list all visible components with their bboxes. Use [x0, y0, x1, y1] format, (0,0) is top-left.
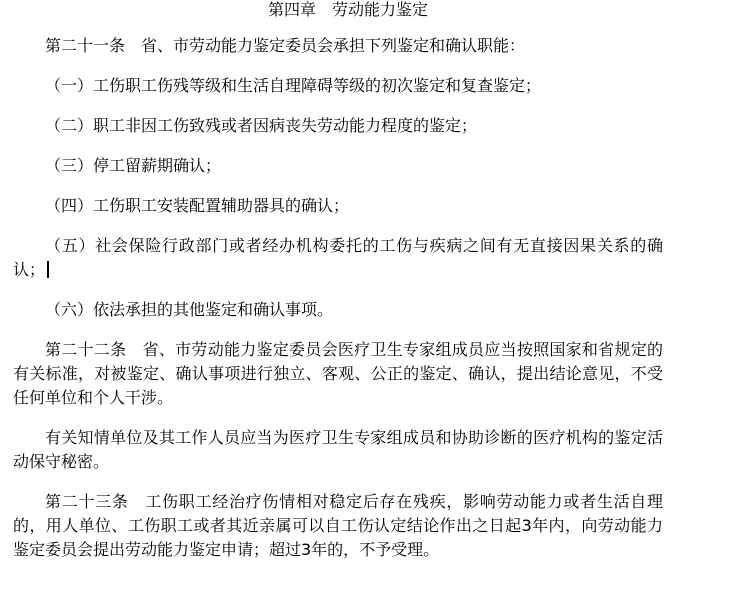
article-21-item-3: （三）停工留薪期确认；: [45, 156, 222, 175]
article-22-para-2: 有关知情单位及其工作人员应当为医疗卫生专家组成员和协助诊断的医疗机构的鉴定活动保守秘密。: [13, 428, 663, 471]
chapter-title: 第四章 劳动能力鉴定: [267, 0, 428, 19]
text-cursor: [47, 261, 49, 278]
article-21-item-6: （六）依法承担的其他鉴定和确认事项。: [45, 300, 334, 319]
article-21-item-5[interactable]: [13, 234, 663, 282]
article-23-para-1: 第二十三条 工伤职工经治疗伤情相对稳定后存在残疾，影响劳动能力或者生活自理的，用人单位、工伤职工或者其近亲属可以自工伤认定结论作出之日起3年内，向劳动能力鉴定委员会提出劳动能力鉴定申请；超过3年的，不予受理。: [13, 492, 663, 559]
article-21-item-5-text: （五）社会保险行政部门或者经办机构委托的工伤与疾病之间有无直接因果关系的确认；: [13, 236, 663, 279]
article-21-item-2: （二）职工非因工伤致残或者因病丧失劳动能力程度的鉴定；: [45, 116, 478, 135]
document-body: [13, 0, 663, 578]
article-21-intro: 第二十一条 省、市劳动能力鉴定委员会承担下列鉴定和确认职能：: [45, 36, 526, 55]
article-21-item-4: （四）工伤职工安装配置辅助器具的确认；: [45, 196, 350, 215]
article-22-para-1: 第二十二条 省、市劳动能力鉴定委员会医疗卫生专家组成员应当按照国家和省规定的有关标准，对被鉴定、确认事项进行独立、客观、公正的鉴定、确认，提出结论意见，不受任何单位和个人干涉。: [13, 340, 663, 407]
article-21-item-1: （一）工伤职工伤残等级和生活自理障碍等级的初次鉴定和复查鉴定；: [45, 76, 542, 95]
